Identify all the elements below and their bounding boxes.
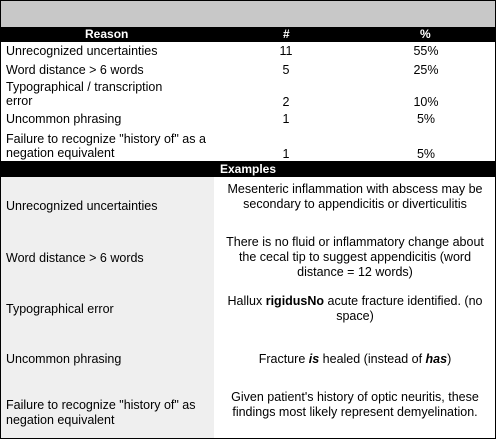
example-text xyxy=(217,352,493,367)
example-text-part: healed (instead of xyxy=(319,352,426,366)
row-count: 1 xyxy=(282,112,290,126)
example-text-bold: rigidusNo xyxy=(265,294,325,308)
row-reason: Failure to recognize "history of" as a negation equivalent xyxy=(6,132,206,160)
example-text-emphasis: has xyxy=(425,352,448,366)
example-text-part: ) xyxy=(447,352,452,366)
table-header xyxy=(1,27,495,42)
row-count: 5 xyxy=(282,63,290,77)
example-text-part: Fracture xyxy=(258,352,309,366)
example-label: Failure to recognize "history of" as negation equivalent xyxy=(6,398,196,427)
example-text-part: Hallux xyxy=(227,294,266,308)
example-label: Unrecognized uncertainties xyxy=(6,199,158,213)
row-percent: 5% xyxy=(416,147,436,161)
row-percent: 55% xyxy=(413,44,439,58)
title-bar xyxy=(1,1,495,27)
example-text xyxy=(217,294,493,324)
row-count: 11 xyxy=(279,44,293,58)
example-text: Given patient's history of optic neuritis, these findings most likely represent demyelination. xyxy=(231,390,479,419)
example-text: Mesenteric inflammation with abscess may be secondary to appendicitis or diverticulitis xyxy=(227,182,483,211)
row-count: 2 xyxy=(282,95,290,109)
header-percent: % xyxy=(420,27,431,41)
example-text-emphasis: is xyxy=(308,352,320,366)
row-reason: Word distance > 6 words xyxy=(6,63,144,77)
row-reason: Unrecognized uncertainties xyxy=(6,44,158,58)
header-count: # xyxy=(283,27,290,41)
row-percent: 10% xyxy=(413,95,439,109)
example-label: Word distance > 6 words xyxy=(6,251,144,265)
example-text: There is no fluid or inflammatory change about the cecal tip to suggest appendicitis (word distance = 12 words) xyxy=(226,235,484,279)
row-percent: 5% xyxy=(416,112,436,126)
examples-header: Examples xyxy=(1,161,495,177)
row-reason: Typographical / transcription error xyxy=(6,80,163,108)
example-label: Typographical error xyxy=(6,302,114,316)
row-percent: 25% xyxy=(413,63,439,77)
example-text-part: acute fracture identified. (no space) xyxy=(324,294,483,323)
example-label: Uncommon phrasing xyxy=(6,352,122,366)
header-reason: Reason xyxy=(85,27,129,41)
row-reason: Uncommon phrasing xyxy=(6,112,122,126)
row-count: 1 xyxy=(282,147,290,161)
